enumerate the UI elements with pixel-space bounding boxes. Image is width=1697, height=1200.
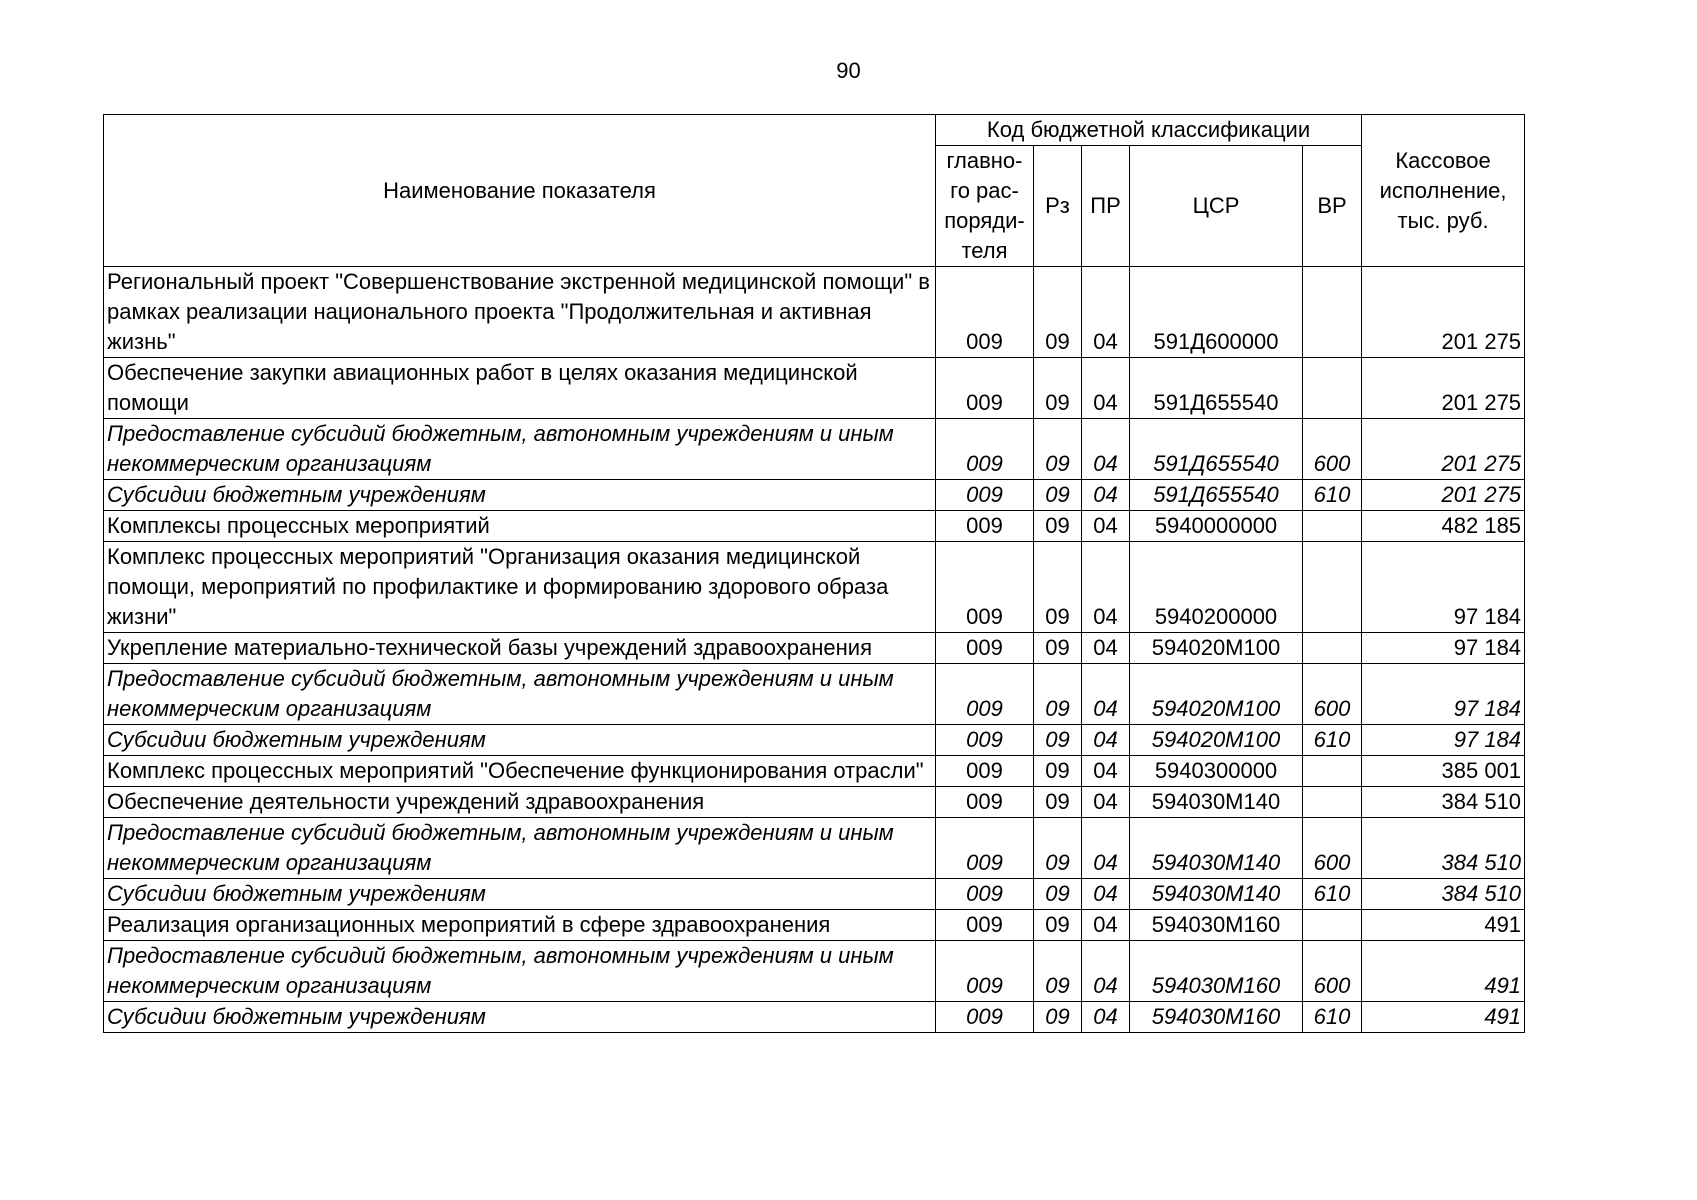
row-gr-cell: 009: [936, 818, 1034, 879]
row-rz-cell: 09: [1034, 664, 1082, 725]
row-rz-cell: 09: [1034, 480, 1082, 511]
header-code-group: Код бюджетной классификации: [936, 115, 1362, 146]
row-csr-cell: 5940000000: [1130, 511, 1303, 542]
table-row: [104, 910, 1525, 941]
row-rz-cell: 09: [1034, 941, 1082, 1002]
row-pr-cell: 04: [1082, 542, 1130, 633]
row-pr-cell: 04: [1082, 358, 1130, 419]
row-pr-cell: 04: [1082, 419, 1130, 480]
row-gr-cell: 009: [936, 664, 1034, 725]
row-csr-cell: 5940200000: [1130, 542, 1303, 633]
row-vr-cell: 600: [1303, 818, 1362, 879]
row-vr-cell: 600: [1303, 419, 1362, 480]
row-gr-cell: 009: [936, 1002, 1034, 1033]
row-pr-cell: 04: [1082, 1002, 1130, 1033]
row-amount-cell: 201 275: [1362, 480, 1525, 511]
row-pr-cell: 04: [1082, 511, 1130, 542]
row-csr-cell: 594030М140: [1130, 879, 1303, 910]
row-gr-cell: 009: [936, 756, 1034, 787]
row-gr-cell: 009: [936, 633, 1034, 664]
header-gr: главно-го рас-поряди-теля: [936, 146, 1034, 267]
row-amount-cell: 97 184: [1362, 664, 1525, 725]
row-vr-cell: 610: [1303, 480, 1362, 511]
row-gr-cell: 009: [936, 725, 1034, 756]
table-row: [104, 787, 1525, 818]
row-rz-cell: 09: [1034, 879, 1082, 910]
row-vr-cell: [1303, 787, 1362, 818]
budget-table: [103, 114, 1525, 1033]
row-name-cell: Предоставление субсидий бюджетным, автономным учреждениям и иным некоммерческим организациям: [104, 941, 936, 1002]
row-gr-cell: 009: [936, 511, 1034, 542]
header-rz: Рз: [1034, 146, 1082, 267]
row-name-cell: Субсидии бюджетным учреждениям: [104, 879, 936, 910]
row-vr-cell: [1303, 633, 1362, 664]
row-rz-cell: 09: [1034, 818, 1082, 879]
row-rz-cell: 09: [1034, 358, 1082, 419]
header-vr: ВР: [1303, 146, 1362, 267]
row-name-cell: Реализация организационных мероприятий в сфере здравоохранения: [104, 910, 936, 941]
row-gr-cell: 009: [936, 787, 1034, 818]
row-pr-cell: 04: [1082, 879, 1130, 910]
table-row: [104, 756, 1525, 787]
row-pr-cell: 04: [1082, 941, 1130, 1002]
row-csr-cell: 594030М160: [1130, 1002, 1303, 1033]
row-pr-cell: 04: [1082, 910, 1130, 941]
row-pr-cell: 04: [1082, 725, 1130, 756]
row-gr-cell: 009: [936, 480, 1034, 511]
row-pr-cell: 04: [1082, 818, 1130, 879]
row-name-cell: Комплексы процессных мероприятий: [104, 511, 936, 542]
row-gr-cell: 009: [936, 941, 1034, 1002]
row-amount-cell: 97 184: [1362, 542, 1525, 633]
row-name-cell: Субсидии бюджетным учреждениям: [104, 725, 936, 756]
row-pr-cell: 04: [1082, 480, 1130, 511]
row-name-cell: Региональный проект "Совершенствование экстренной медицинской помощи" в рамках реализации национального проекта "Продолжительная и активная жизнь": [104, 267, 936, 358]
table-header: [104, 115, 1525, 267]
row-name-cell: Укрепление материально-технической базы учреждений здравоохранения: [104, 633, 936, 664]
row-csr-cell: 591Д655540: [1130, 480, 1303, 511]
row-rz-cell: 09: [1034, 542, 1082, 633]
row-vr-cell: [1303, 358, 1362, 419]
row-rz-cell: 09: [1034, 267, 1082, 358]
row-amount-cell: 201 275: [1362, 419, 1525, 480]
row-csr-cell: 594030М160: [1130, 910, 1303, 941]
row-amount-cell: 384 510: [1362, 879, 1525, 910]
row-amount-cell: 201 275: [1362, 267, 1525, 358]
row-vr-cell: 600: [1303, 941, 1362, 1002]
row-name-cell: Обеспечение деятельности учреждений здравоохранения: [104, 787, 936, 818]
row-rz-cell: 09: [1034, 787, 1082, 818]
row-pr-cell: 04: [1082, 267, 1130, 358]
row-amount-cell: 491: [1362, 1002, 1525, 1033]
row-gr-cell: 009: [936, 419, 1034, 480]
row-pr-cell: 04: [1082, 664, 1130, 725]
row-csr-cell: 594030М140: [1130, 787, 1303, 818]
row-pr-cell: 04: [1082, 787, 1130, 818]
header-pr: ПР: [1082, 146, 1130, 267]
row-pr-cell: 04: [1082, 756, 1130, 787]
row-name-cell: Комплекс процессных мероприятий "Организация оказания медицинской помощи, мероприятий по профилактике и формированию здорового образа жизни": [104, 542, 936, 633]
row-vr-cell: 610: [1303, 1002, 1362, 1033]
row-name-cell: Субсидии бюджетным учреждениям: [104, 1002, 936, 1033]
table-row: [104, 941, 1525, 1002]
row-gr-cell: 009: [936, 358, 1034, 419]
row-amount-cell: 97 184: [1362, 633, 1525, 664]
header-amount: Кассовое исполнение, тыс. руб.: [1362, 115, 1525, 267]
table-row: [104, 633, 1525, 664]
row-vr-cell: [1303, 511, 1362, 542]
row-rz-cell: 09: [1034, 725, 1082, 756]
table-row: [104, 664, 1525, 725]
row-csr-cell: 594020М100: [1130, 633, 1303, 664]
table-row: [104, 358, 1525, 419]
row-amount-cell: 384 510: [1362, 787, 1525, 818]
row-name-cell: Предоставление субсидий бюджетным, автономным учреждениям и иным некоммерческим организациям: [104, 419, 936, 480]
row-name-cell: Субсидии бюджетным учреждениям: [104, 480, 936, 511]
table-row: [104, 511, 1525, 542]
row-vr-cell: [1303, 910, 1362, 941]
row-amount-cell: 97 184: [1362, 725, 1525, 756]
row-amount-cell: 384 510: [1362, 818, 1525, 879]
row-amount-cell: 385 001: [1362, 756, 1525, 787]
row-gr-cell: 009: [936, 267, 1034, 358]
row-amount-cell: 491: [1362, 941, 1525, 1002]
row-name-cell: Обеспечение закупки авиационных работ в целях оказания медицинской помощи: [104, 358, 936, 419]
row-name-cell: Предоставление субсидий бюджетным, автономным учреждениям и иным некоммерческим организациям: [104, 664, 936, 725]
row-csr-cell: 594030М140: [1130, 818, 1303, 879]
row-csr-cell: 5940300000: [1130, 756, 1303, 787]
table-row: [104, 725, 1525, 756]
row-vr-cell: [1303, 756, 1362, 787]
row-pr-cell: 04: [1082, 633, 1130, 664]
row-rz-cell: 09: [1034, 511, 1082, 542]
table-row: [104, 879, 1525, 910]
row-vr-cell: 610: [1303, 725, 1362, 756]
table-row: [104, 1002, 1525, 1033]
row-gr-cell: 009: [936, 910, 1034, 941]
row-csr-cell: 591Д655540: [1130, 419, 1303, 480]
row-csr-cell: 591Д600000: [1130, 267, 1303, 358]
row-csr-cell: 594020М100: [1130, 725, 1303, 756]
row-amount-cell: 491: [1362, 910, 1525, 941]
header-csr: ЦСР: [1130, 146, 1303, 267]
header-name: Наименование показателя: [104, 115, 936, 267]
row-rz-cell: 09: [1034, 419, 1082, 480]
row-csr-cell: 594030М160: [1130, 941, 1303, 1002]
row-name-cell: Комплекс процессных мероприятий "Обеспечение функционирования отрасли": [104, 756, 936, 787]
row-vr-cell: 610: [1303, 879, 1362, 910]
table-row: [104, 818, 1525, 879]
table-body: [104, 267, 1525, 1033]
table-row: [104, 419, 1525, 480]
row-rz-cell: 09: [1034, 1002, 1082, 1033]
row-gr-cell: 009: [936, 542, 1034, 633]
row-vr-cell: [1303, 267, 1362, 358]
row-csr-cell: 591Д655540: [1130, 358, 1303, 419]
table-row: [104, 480, 1525, 511]
row-vr-cell: 600: [1303, 664, 1362, 725]
row-rz-cell: 09: [1034, 756, 1082, 787]
row-rz-cell: 09: [1034, 633, 1082, 664]
row-amount-cell: 482 185: [1362, 511, 1525, 542]
row-csr-cell: 594020М100: [1130, 664, 1303, 725]
row-rz-cell: 09: [1034, 910, 1082, 941]
page-number: 90: [836, 58, 861, 83]
table-row: [104, 542, 1525, 633]
row-name-cell: Предоставление субсидий бюджетным, автономным учреждениям и иным некоммерческим организациям: [104, 818, 936, 879]
row-gr-cell: 009: [936, 879, 1034, 910]
row-amount-cell: 201 275: [1362, 358, 1525, 419]
table-row: [104, 267, 1525, 358]
row-vr-cell: [1303, 542, 1362, 633]
